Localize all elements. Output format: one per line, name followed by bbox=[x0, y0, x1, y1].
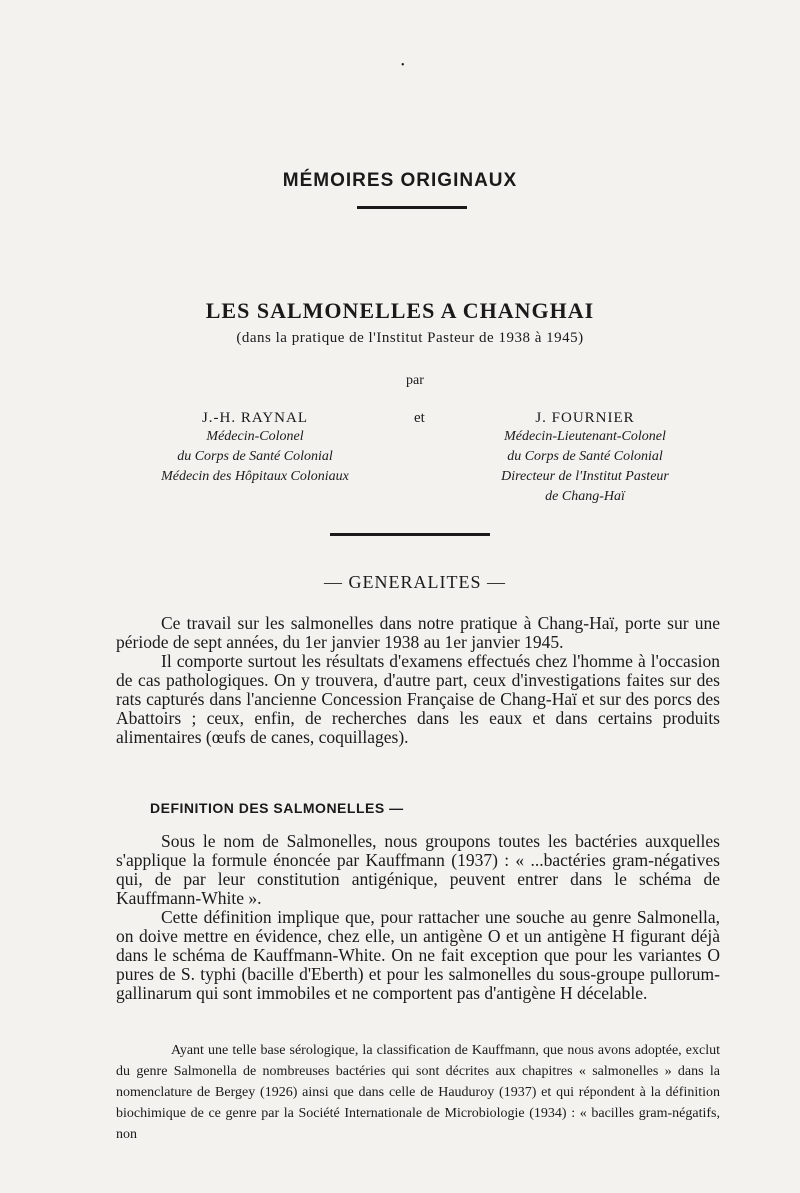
author-affiliation bbox=[110, 427, 400, 487]
affiliation-line: Médecin-Colonel bbox=[206, 429, 304, 444]
article-subtitle: (dans la pratique de l'Institut Pasteur de 1938 à 1945) bbox=[236, 330, 584, 346]
small-paragraph: Ayant une telle base sérologique, la classification de Kauffmann, que nous avons adoptée, exclut du genre Salmonella de nombreuses bactéries qui sont décrites aux chapitres « salmonelles » dans la nomenclature de Bergey (1926) ainsi que dans celle de Hauduroy (1937) et qui répondent à la définition biochimique de ce genre par la Société Internationale de Microbiologie (1934) : « bacilles gram-négatifs, non bbox=[116, 1043, 720, 1142]
body-paragraph: Sous le nom de Salmonelles, nous groupons toutes les bactéries auxquelles s'applique la formule énoncée par Kauffmann (1937) : « ...bactéries gram-négatives qui, de par leur constitution antigénique, peuvent entrer dans le schéma de Kauffmann-White ». bbox=[116, 831, 720, 908]
author-conjunction: et bbox=[414, 410, 425, 426]
body-paragraph: Il comporte surtout les résultats d'examens effectués chez l'homme à l'occasion de cas pathologiques. On y trouvera, d'autre part, ceux d'investigations faites sur des rats capturés dans l'ancienne Concession Française de Chang-Haï et sur des porcs des Abattoirs ; ceux, enfin, de recherches dans les eaux et dans certains produits alimentaires (œufs de canes, coquillages). bbox=[116, 651, 720, 747]
heading-rule bbox=[357, 206, 467, 209]
author-fournier bbox=[465, 410, 705, 507]
affiliation-line: Directeur de l'Institut Pasteur bbox=[501, 469, 669, 484]
generalites-body bbox=[116, 614, 720, 747]
author-affiliation bbox=[465, 427, 705, 507]
section-heading: MÉMOIRES ORIGINAUX bbox=[282, 170, 518, 191]
affiliation-line: Médecin des Hôpitaux Coloniaux bbox=[161, 469, 349, 484]
small-print-body bbox=[116, 1040, 720, 1145]
definition-heading: DEFINITION DES SALMONELLES — bbox=[150, 800, 404, 816]
author-name: J.-H. RAYNAL bbox=[201, 410, 309, 426]
byline-par: par bbox=[406, 373, 424, 388]
generalites-heading: — GENERALITES — bbox=[324, 572, 506, 592]
body-paragraph: Ce travail sur les salmonelles dans notre pratique à Chang-Haï, porte sur une période de sept années, du 1er janvier 1938 au 1er janvier 1945. bbox=[116, 613, 720, 652]
article-title: LES SALMONELLES A CHANGHAI bbox=[205, 298, 595, 323]
title-block-rule bbox=[330, 533, 490, 536]
author-raynal bbox=[110, 410, 400, 487]
affiliation-line: du Corps de Santé Colonial bbox=[507, 449, 663, 464]
definition-body bbox=[116, 832, 720, 1003]
affiliation-line: du Corps de Santé Colonial bbox=[177, 449, 333, 464]
printer-mark: • bbox=[401, 60, 405, 71]
affiliation-line: Médecin-Lieutenant-Colonel bbox=[504, 429, 666, 444]
author-name: J. FOURNIER bbox=[535, 410, 635, 426]
affiliation-line: de Chang-Haï bbox=[545, 489, 625, 504]
body-paragraph: Cette définition implique que, pour rattacher une souche au genre Salmonella, on doive mettre en évidence, chez elle, un antigène O et un antigène H figurant déjà dans le schéma de Kauffmann-White. On ne fait exception que pour les variantes O pures de S. typhi (bacille d'Eberth) et pour les salmonelles du sous-groupe pullorum-gallinarum qui sont immobiles et ne comportent pas d'antigène H décelable. bbox=[116, 907, 720, 1003]
